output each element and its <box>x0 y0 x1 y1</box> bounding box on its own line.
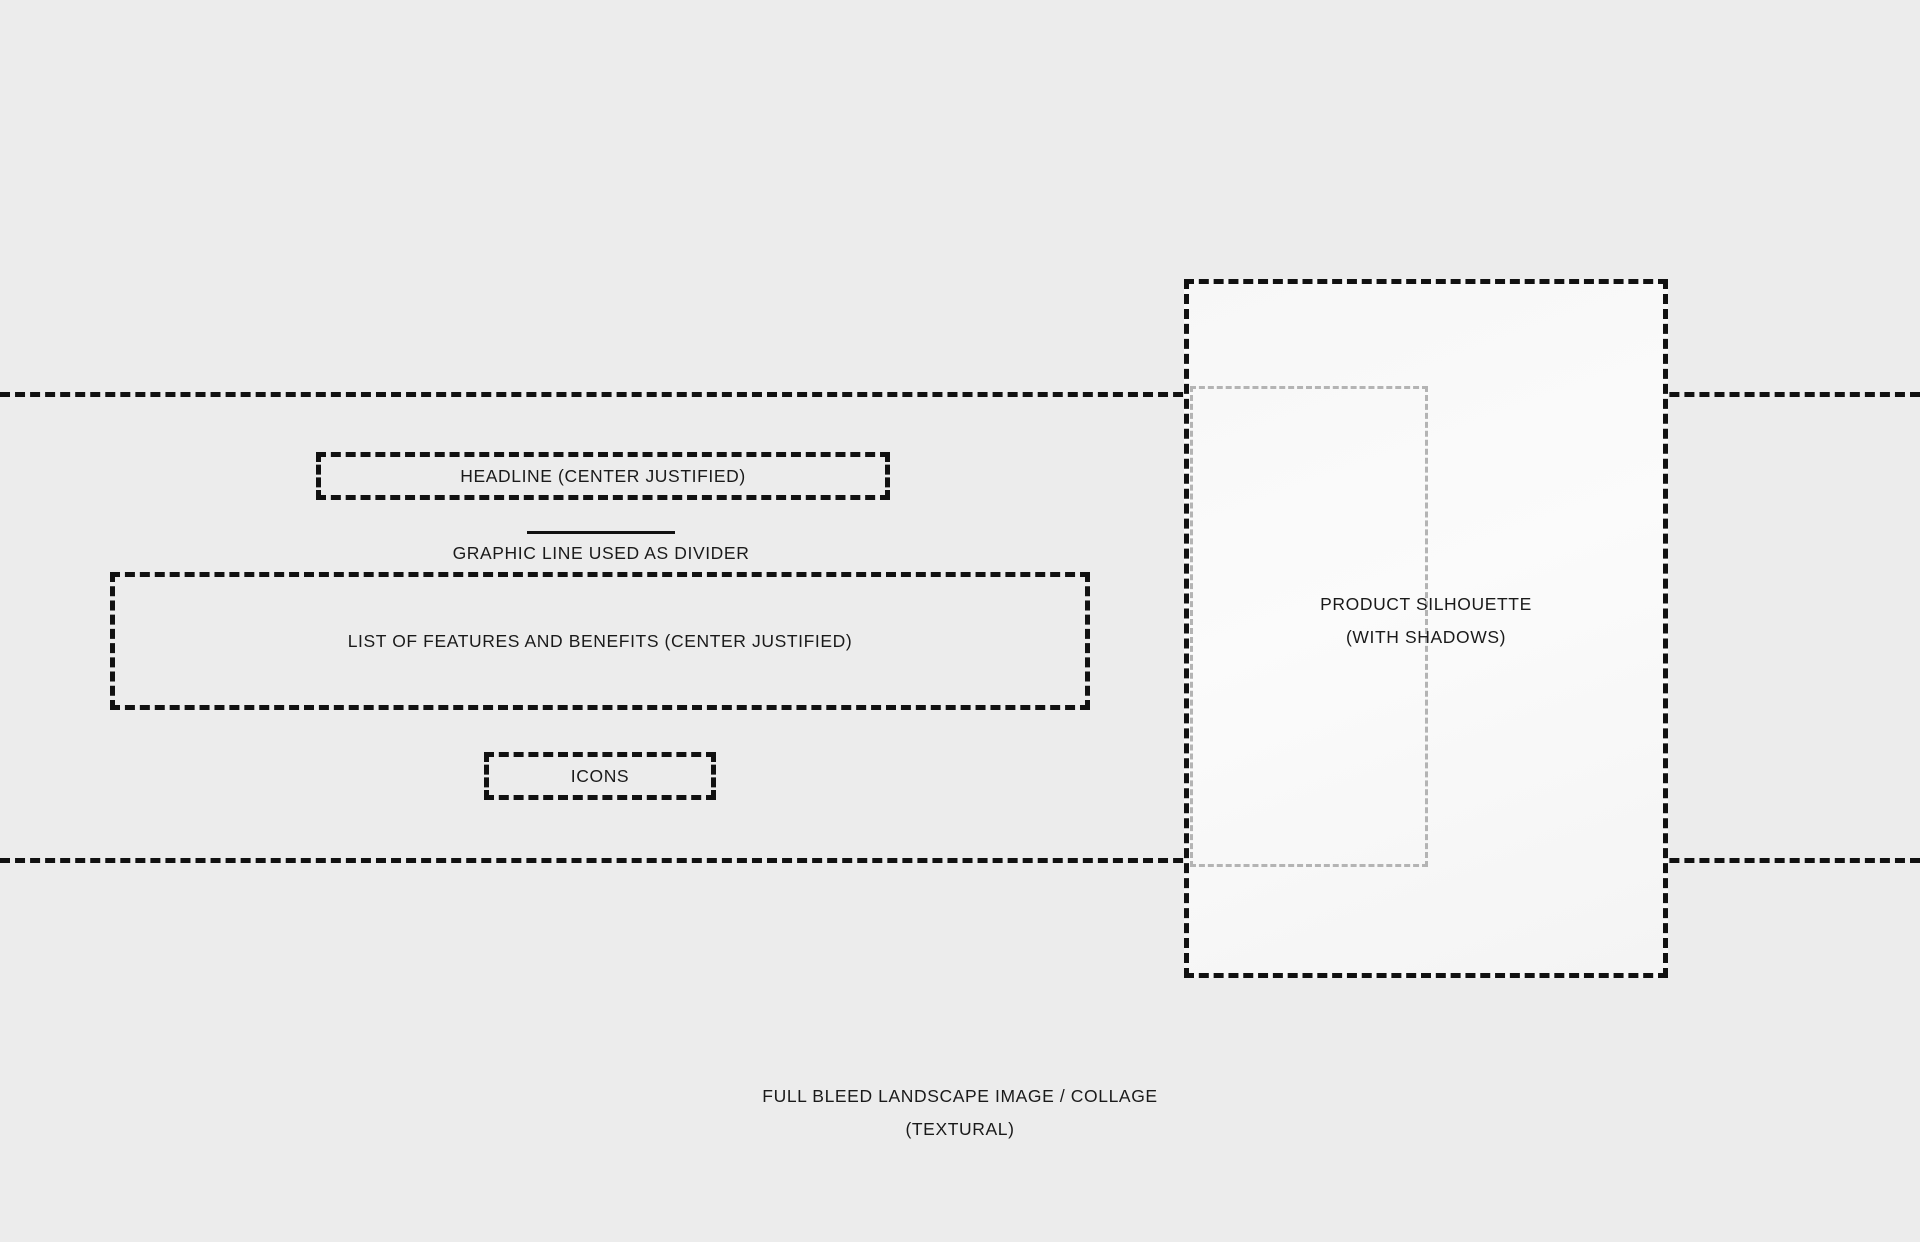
headline-placeholder-box <box>316 452 890 500</box>
bottom-caption <box>0 1080 1920 1146</box>
bottom-caption-line1: FULL BLEED LANDSCAPE IMAGE / COLLAGE <box>762 1086 1158 1106</box>
icons-placeholder-box <box>484 752 716 800</box>
features-placeholder-box <box>110 572 1090 710</box>
features-placeholder-label: LIST OF FEATURES AND BENEFITS (CENTER JUSTIFIED) <box>347 630 853 651</box>
graphic-divider-label: GRAPHIC LINE USED AS DIVIDER <box>452 543 750 563</box>
product-silhouette-label-line1: PRODUCT SILHOUETTE <box>1320 594 1532 614</box>
headline-placeholder-label: HEADLINE (CENTER JUSTIFIED) <box>460 465 746 486</box>
product-silhouette-label-line2: (WITH SHADOWS) <box>1345 627 1507 647</box>
graphic-divider-line <box>527 531 675 534</box>
icons-placeholder-label: ICONS <box>570 765 630 786</box>
product-silhouette-label <box>1184 588 1668 654</box>
bottom-caption-line2: (TEXTURAL) <box>905 1119 1015 1139</box>
